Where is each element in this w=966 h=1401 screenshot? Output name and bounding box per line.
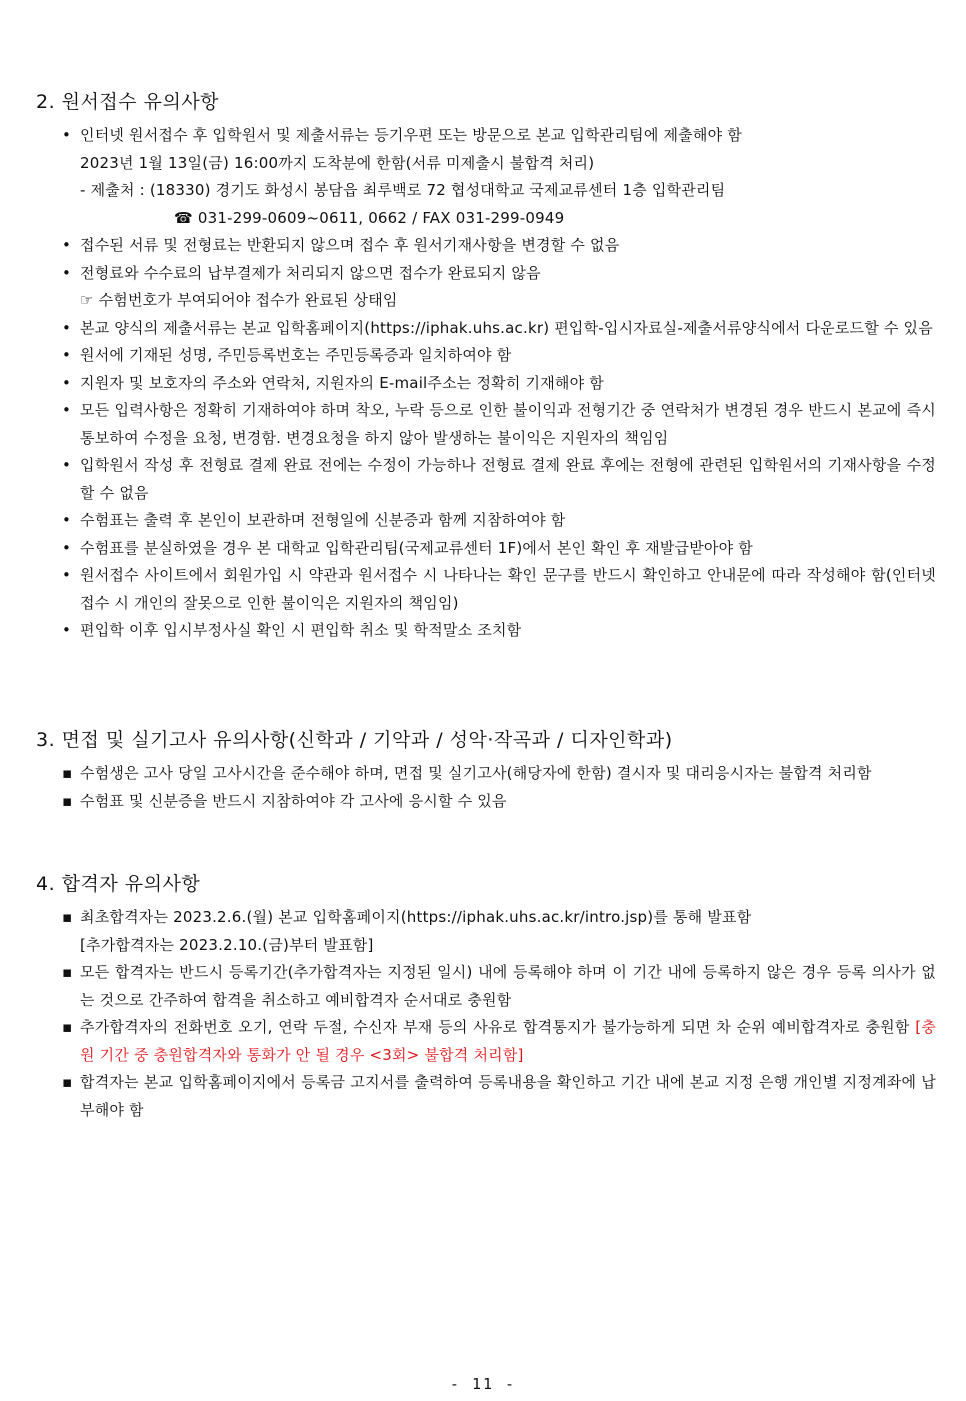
bullet-icon: ▪ [62, 1018, 73, 1036]
note-text: ☞ 수험번호가 부여되어야 접수가 완료된 상태임 [80, 291, 398, 309]
list-item [36, 562, 936, 617]
bullet-icon: ▪ [62, 1073, 73, 1091]
item-text: 모든 입력사항은 정확히 기재하여야 하며 착오, 누락 등으로 인한 불이익과 전형기간 중 연락처가 변경된 경우 반드시 본교에 즉시 통보하여 수정을 요청, 변경함. 변경요청을 하지 않아 발생하는 불이익은 지원자의 책임임 [80, 401, 936, 447]
item-text: 수험표 및 신분증을 반드시 지참하여야 각 고사에 응시할 수 있음 [80, 791, 507, 810]
list-item [36, 507, 936, 535]
bullet-icon: ▪ [62, 963, 73, 981]
item-text: 접수된 서류 및 전형료는 반환되지 않으며 접수 후 원서기재사항을 변경할 수 없음 [80, 236, 620, 254]
section-title: 4. 합격자 유의사항 [36, 873, 201, 895]
section-interview-notes [36, 728, 936, 815]
item-text: 입학원서 작성 후 전형료 결제 완료 전에는 수정이 가능하나 전형료 결제 완료 후에는 전형에 관련된 입학원서의 기재사항을 수정할 수 없음 [80, 456, 936, 502]
item-text: 원서에 기재된 성명, 주민등록번호는 주민등록증과 일치하여야 함 [80, 346, 512, 364]
bullet-icon: • [62, 566, 72, 584]
bullet-icon: • [62, 236, 72, 254]
list-item [36, 260, 936, 315]
item-text: 수험표를 분실하였을 경우 본 대학교 입학관리팀(국제교류센터 1F)에서 본인 확인 후 재발급받아야 함 [80, 538, 753, 557]
bullet-icon: • [62, 456, 72, 474]
item-text: 수험표는 출력 후 본인이 보관하며 전형일에 신분증과 함께 지참하여야 함 [80, 511, 566, 529]
list-item [36, 452, 936, 507]
list-item [36, 617, 936, 645]
item-text: 편입학 이후 입시부정사실 확인 시 편입학 취소 및 학적말소 조치함 [80, 621, 522, 639]
list-item [36, 788, 936, 816]
item-text: 원서접수 사이트에서 회원가입 시 약관과 원서접수 시 나타나는 확인 문구를 반드시 확인하고 안내문에 따라 작성해야 함(인터넷 접수 시 개인의 잘못으로 인한 불이익은 지원자의 책임임) [80, 566, 936, 612]
item-text: 수험생은 고사 당일 고사시간을 준수해야 하며, 면접 및 실기고사(해당자에 한함) 결시자 및 대리응시자는 불합격 처리함 [80, 764, 872, 782]
bullet-icon: • [62, 318, 72, 337]
item-text: 추가합격자의 전화번호 오기, 연락 두절, 수신자 부재 등의 사유로 합격통지가 불가능하게 되면 차 순위 예비합격자로 충원함 [80, 1018, 910, 1036]
notes-list [36, 122, 936, 645]
item-text: 인터넷 원서접수 후 입학원서 및 제출서류는 등기우편 또는 방문으로 본교 입학관리팀에 제출해야 함 [80, 126, 742, 144]
item-text: 2023년 1월 13일(금) 16:00까지 도착분에 한함(서류 미제출시 불합격 처리) [80, 153, 595, 172]
notes-list [36, 760, 936, 815]
bullet-icon: ▪ [62, 791, 73, 810]
list-item [36, 397, 936, 452]
list-item [36, 959, 936, 1014]
section-title: 3. 면접 및 실기고사 유의사항(신학과 / 기악과 / 성악·작곡과 / 디자인학과) [36, 729, 673, 751]
notes-list [36, 904, 936, 1124]
item-text: 본교 양식의 제출서류는 본교 입학홈페이지(https://iphak.uhs.ac.kr) 편입학-입시자료실-제출서류양식에서 다운로드할 수 있음 [80, 318, 933, 337]
list-item [36, 1014, 936, 1069]
list-item [36, 760, 936, 788]
item-text: 최초합격자는 2023.2.6.(월) 본교 입학홈페이지(https://iphak.uhs.ac.kr/intro.jsp)를 통해 발표함 [80, 908, 752, 926]
bullet-icon: • [62, 346, 72, 364]
bullet-icon: • [62, 511, 72, 529]
bullet-icon: • [62, 621, 72, 639]
bullet-icon: • [62, 401, 72, 419]
page-number: - 11 - [449, 1375, 517, 1393]
item-text: 모든 합격자는 반드시 등록기간(추가합격자는 지정된 일시) 내에 등록해야 하며 이 기간 내에 등록하지 않은 경우 등록 의사가 없는 것으로 간주하여 합격을 취소하고 예비합격자 순서대로 충원함 [80, 963, 936, 1009]
section-application-notes [36, 90, 936, 645]
list-item [36, 122, 936, 232]
item-text: 전형료와 수수료의 납부결제가 처리되지 않으면 접수가 완료되지 않음 [80, 263, 541, 282]
submission-address: - 제출처 : (18330) 경기도 화성시 봉담읍 최루백로 72 협성대학교 국제교류센터 1층 입학관리팀 [80, 181, 726, 199]
list-item [36, 315, 936, 343]
list-item [36, 370, 936, 398]
bullet-icon: • [62, 373, 72, 392]
bullet-icon: • [62, 538, 72, 557]
bullet-icon: ▪ [62, 908, 73, 926]
bullet-icon: • [62, 126, 72, 144]
section-title: 2. 원서접수 유의사항 [36, 91, 220, 113]
list-item [36, 1069, 936, 1124]
bullet-icon: • [62, 263, 72, 282]
list-item [36, 535, 936, 563]
list-item [36, 232, 936, 260]
contact-phone: ☎ 031-299-0609~0611, 0662 / FAX 031-299-0949 [174, 208, 565, 227]
list-item [36, 904, 936, 959]
item-text: 합격자는 본교 입학홈페이지에서 등록금 고지서를 출력하여 등록내용을 확인하고 기간 내에 본교 지정 은행 개인별 지정계좌에 납부해야 함 [80, 1073, 936, 1119]
section-admission-notes [36, 872, 936, 1124]
list-item [36, 342, 936, 370]
bullet-icon: ▪ [62, 764, 73, 782]
item-text: 지원자 및 보호자의 주소와 연락처, 지원자의 E-mail주소는 정확히 기재해야 함 [80, 373, 604, 392]
warning-text: [충원 기간 중 충원합격자와 통화가 안 될 경우 <3회> 불합격 처리함] [80, 1018, 937, 1064]
item-text: [추가합격자는 2023.2.10.(금)부터 발표함] [80, 935, 374, 954]
